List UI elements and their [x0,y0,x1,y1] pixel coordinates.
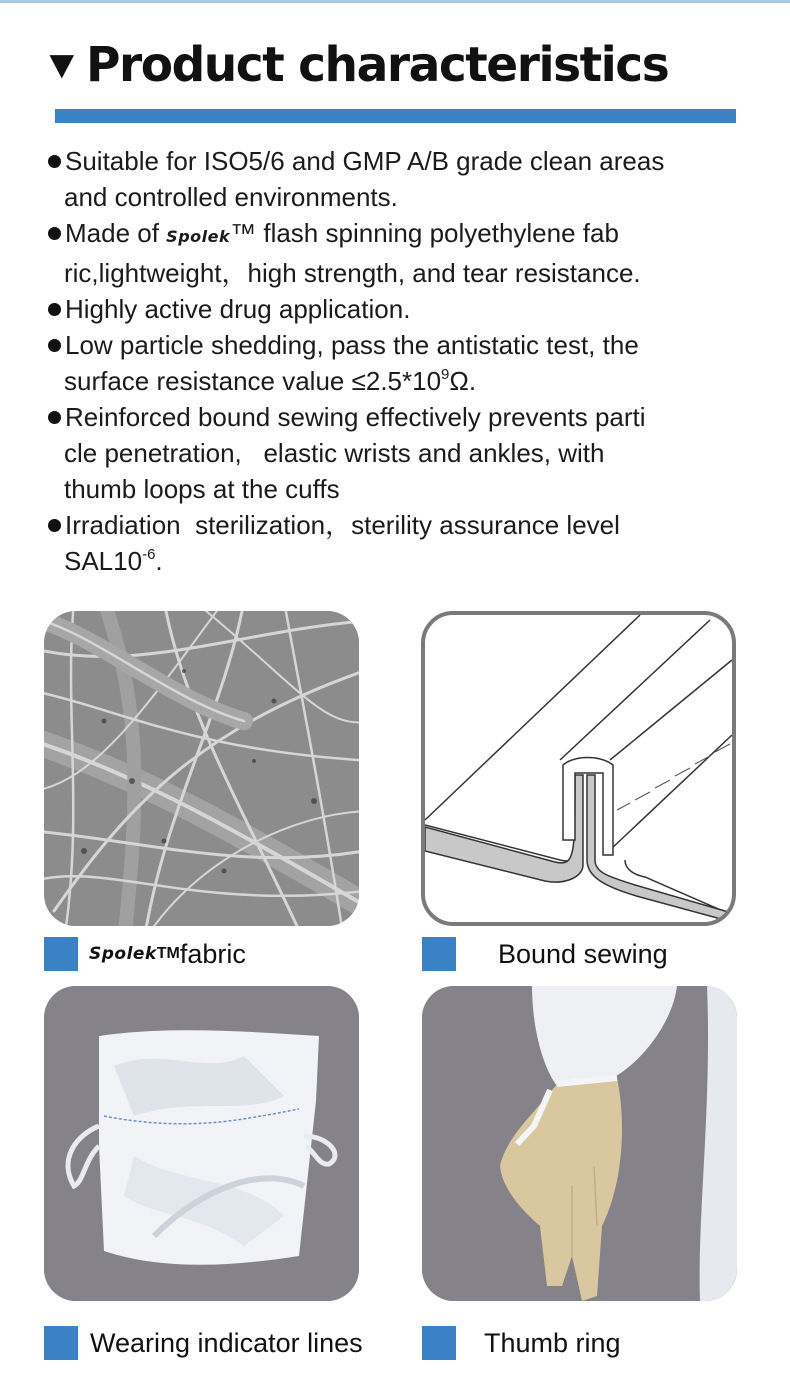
folded-garment-graphic [44,986,359,1301]
bullet-continuation: ric,lightweight，high strength, and tear resistance. [64,258,641,288]
blue-square-icon [44,937,78,971]
bullet-continuation: $SAL10^{-6}$. [64,546,163,576]
bullet-dot-icon [48,303,61,316]
bound-seam-illustration [425,615,732,922]
thumb-ring-graphic [422,986,737,1301]
bullet-item: Highly active drug application. [48,291,748,327]
bullet-dot-icon [48,227,61,240]
section-title [42,30,680,100]
bullet-item: Reinforced bound sewing effectively prevents parti [48,399,748,435]
feature-caption-thumb-ring: Thumb ring [422,1326,621,1360]
bullet-continuation: cle penetration, elastic wrists and ankles, with [64,438,605,468]
bullet-dot-icon [48,339,61,352]
top-border-line [0,0,790,3]
bullet-continuation: and controlled environments. [64,182,398,212]
bullet-dot-icon [48,411,61,424]
characteristics-list [48,143,748,579]
folded-coverall-image [44,986,359,1301]
fabric-microscope-image [44,611,359,926]
bound-sewing-diagram [421,611,736,926]
blue-square-icon [422,1326,456,1360]
feature-caption-wearing-indicator: Wearing indicator lines [44,1326,363,1360]
bullet-continuation: thumb loops at the cuffs [64,474,340,504]
bullet-item: Made of Spolek™ flash spinning polyethylene fab [48,215,748,255]
bullet-item: Suitable for ISO5/6 and GMP A/B grade clean areas [48,143,748,179]
fabric-fibers-graphic [44,611,359,926]
blue-square-icon [44,1326,78,1360]
feature-caption-bound-sewing: Bound sewing [422,937,668,971]
brand-logo-text: Spolek [166,227,231,246]
page-title: Product characteristics [85,37,668,93]
bullet-dot-icon [48,519,61,532]
triangle-down-icon: ▼ [41,43,83,87]
brand-logo-text: Spolek [89,944,157,964]
blue-square-icon [422,937,456,971]
bullet-dot-icon [48,155,61,168]
gloved-hand-thumb-loop-image [422,986,737,1301]
bullet-item: Low particle shedding, pass the antistatic test, the [48,327,748,363]
feature-caption-fabric: Spolek TM fabric [44,937,246,971]
title-underline-bar [55,109,736,123]
bullet-continuation: surface resistance value $\le 2.5*10^9\Omega$. [64,366,477,396]
bullet-item: Irradiation sterilization，sterility assurance level [48,507,748,543]
